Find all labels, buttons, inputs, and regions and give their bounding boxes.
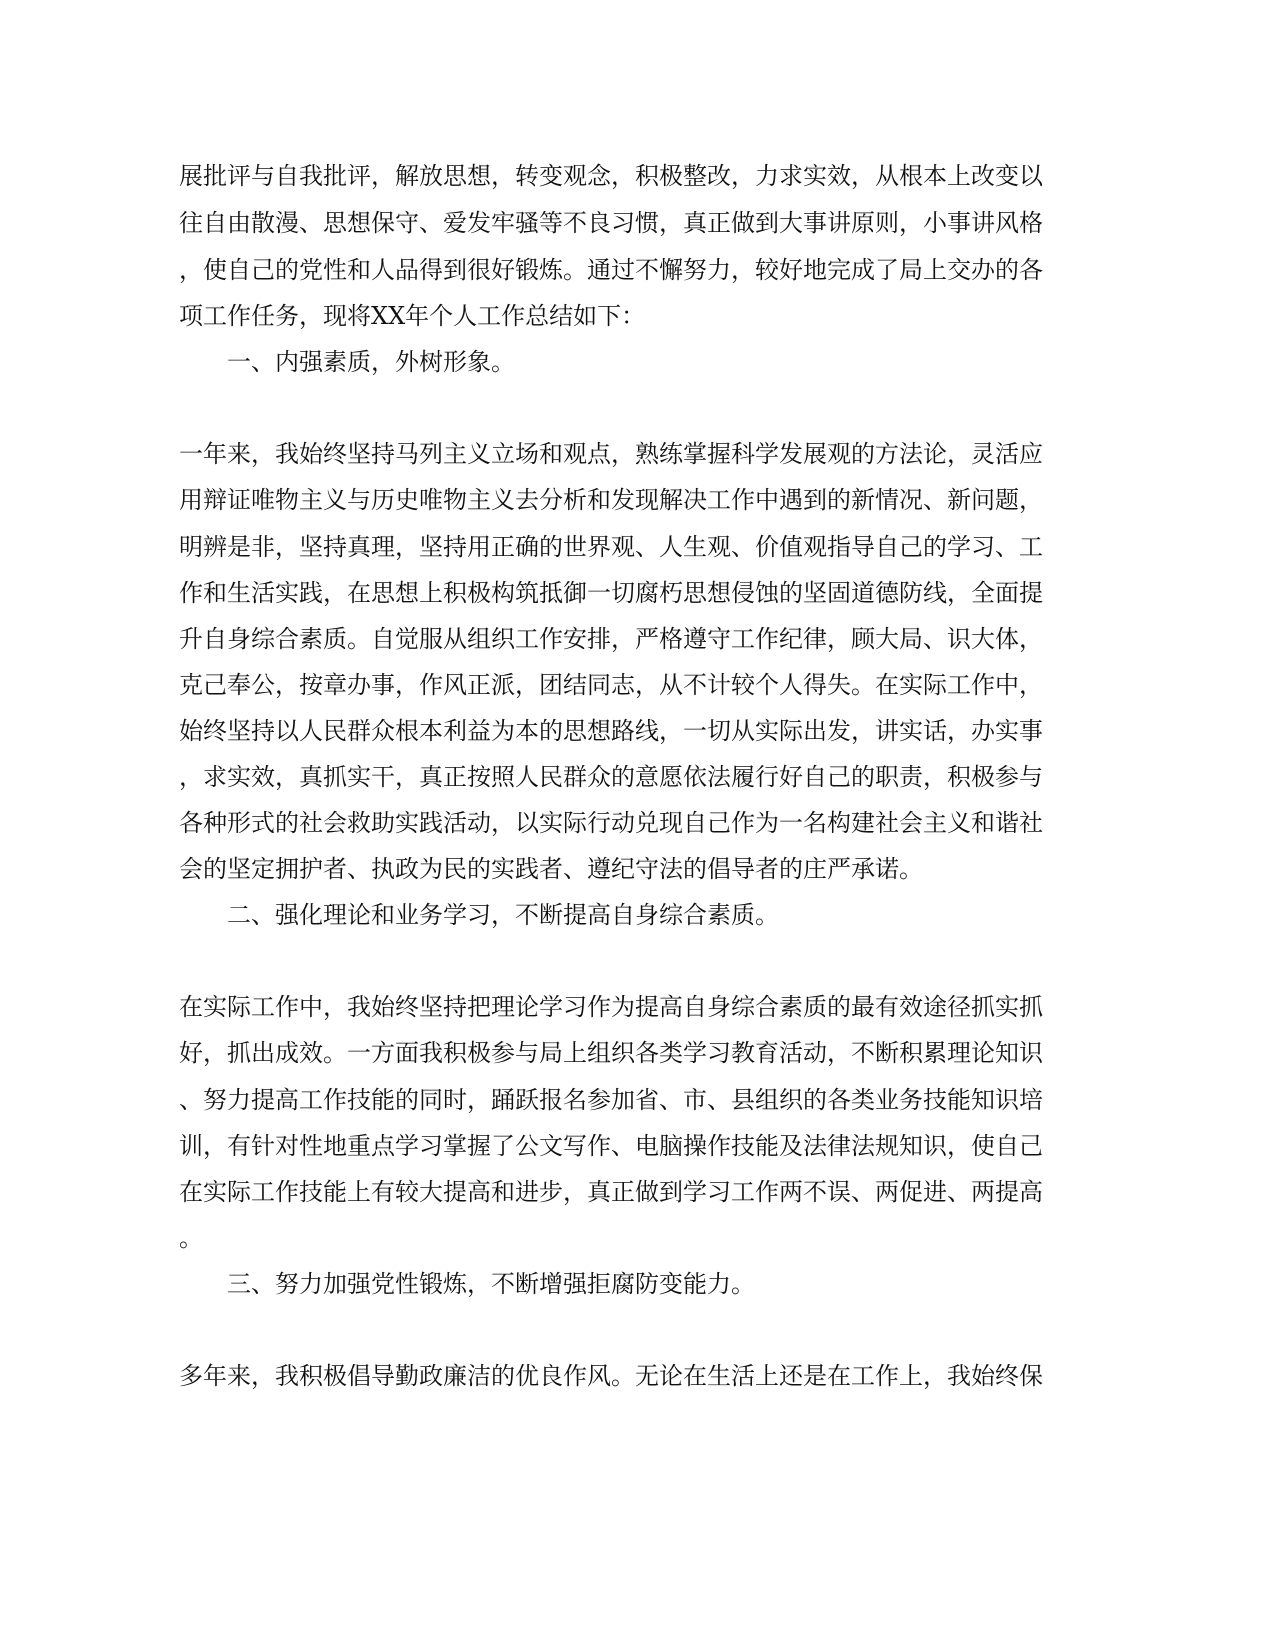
text-line: ，求实效，真抓实干，真正按照人民群众的意愿依法履行好自己的职责，积极参与 xyxy=(179,763,1043,791)
text-line: 会的坚定拥护者、执政为民的实践者、遵纪守法的倡导者的庄严承诺。 xyxy=(179,855,923,883)
text-line: 一年来，我始终坚持马列主义立场和观点，熟练掌握科学发展观的方法论，灵活应 xyxy=(179,440,1043,468)
text-line: 项工作任务，现将XX年个人工作总结如下： xyxy=(179,302,646,330)
text-line: 始终坚持以人民群众根本利益为本的思想路线，一切从实际出发，讲实话，办实事 xyxy=(179,717,1043,745)
text-line: 训，有针对性地重点学习掌握了公文写作、电脑操作技能及法律法规知识，使自己 xyxy=(179,1132,1043,1160)
section-heading: 一、内强素质，外树形象。 xyxy=(227,348,515,376)
text-line: 用辩证唯物主义与历史唯物主义去分析和发现解决工作中遇到的新情况、新问题， xyxy=(179,486,1043,514)
text-line: 多年来，我积极倡导勤政廉洁的优良作风。无论在生活上还是在工作上，我始终保 xyxy=(179,1362,1043,1390)
text-line: 克己奉公，按章办事，作风正派，团结同志，从不计较个人得失。在实际工作中， xyxy=(179,671,1043,699)
text-line: 在实际工作中，我始终坚持把理论学习作为提高自身综合素质的最有效途径抓实抓 xyxy=(179,993,1043,1021)
text-line: 各种形式的社会救助实践活动，以实际行动兑现自己作为一名构建社会主义和谐社 xyxy=(179,809,1043,837)
section-heading: 二、强化理论和业务学习，不断提高自身综合素质。 xyxy=(227,901,779,929)
text-line: 好，抓出成效。一方面我积极参与局上组织各类学习教育活动，不断积累理论知识 xyxy=(179,1039,1043,1067)
text-line: 、努力提高工作技能的同时，踊跃报名参加省、市、县组织的各类业务技能知识培 xyxy=(179,1086,1043,1114)
text-line: 作和生活实践，在思想上积极构筑抵御一切腐朽思想侵蚀的坚固道德防线，全面提 xyxy=(179,579,1043,607)
text-line: 往自由散漫、思想保守、爱发牢骚等不良习惯，真正做到大事讲原则，小事讲风格 xyxy=(179,209,1043,237)
text-line: 明辨是非，坚持真理，坚持用正确的世界观、人生观、价值观指导自己的学习、工 xyxy=(179,533,1043,561)
text-line: 。 xyxy=(179,1224,203,1252)
text-line: 在实际工作技能上有较大提高和进步，真正做到学习工作两不误、两促进、两提高 xyxy=(179,1178,1043,1206)
text-line: 展批评与自我批评，解放思想，转变观念，积极整改，力求实效，从根本上改变以 xyxy=(179,162,1043,190)
text-line: ，使自己的党性和人品得到很好锻炼。通过不懈努力，较好地完成了局上交办的各 xyxy=(179,256,1043,284)
text-line: 升自身综合素质。自觉服从组织工作安排，严格遵守工作纪律，顾大局、识大体， xyxy=(179,625,1043,653)
section-heading: 三、努力加强党性锻炼，不断增强拒腐防变能力。 xyxy=(227,1270,755,1298)
